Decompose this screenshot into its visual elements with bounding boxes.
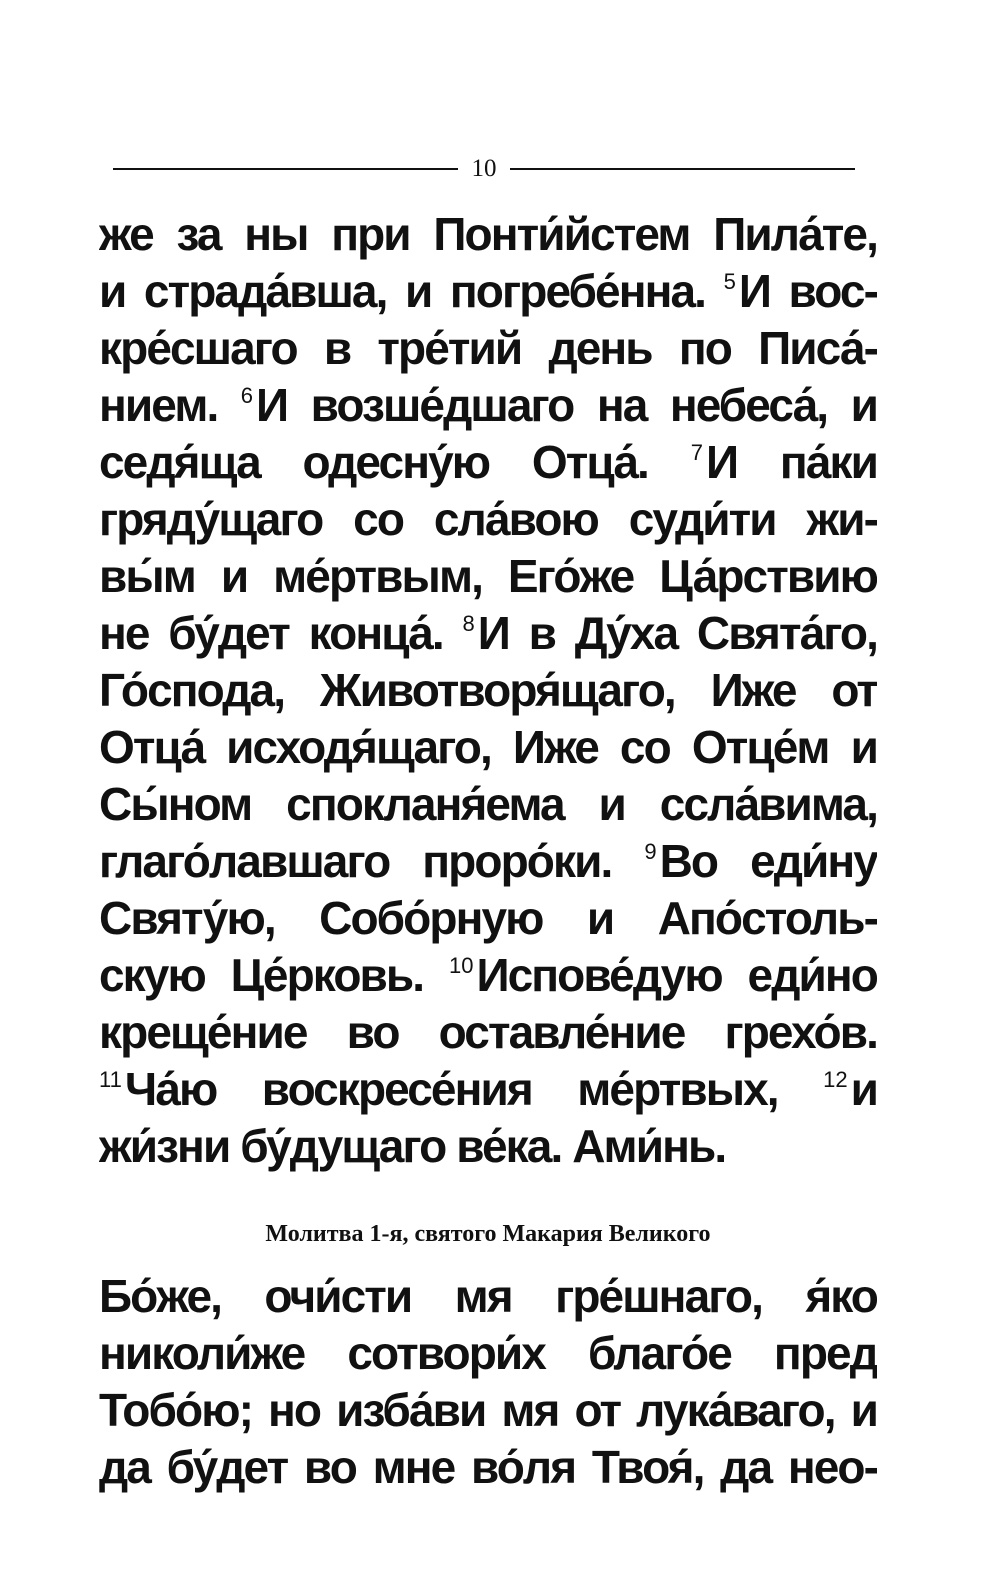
page-number: 10 <box>471 155 497 182</box>
page-header <box>113 154 855 184</box>
line-text: Святу́ю, Собо́рную и Апо́столь- <box>99 892 877 944</box>
text-line <box>99 947 877 1004</box>
line-text: Бо́же, очи́сти мя гре́шнаго, я́ко <box>99 1270 877 1322</box>
prayer-title: Молитва 1-я, святого Макария Великого <box>265 1221 711 1247</box>
line-text: глаго́лавшаго проро́ки. <box>99 835 645 887</box>
text-line <box>99 662 877 719</box>
text-line <box>99 320 877 377</box>
line-text: седя́ща одесну́ю Отца́. <box>99 436 691 488</box>
text-line <box>99 1439 877 1496</box>
header-rule-left <box>113 168 458 170</box>
text-line <box>99 1118 877 1175</box>
line-text: Испове́дую еди́но <box>476 949 877 1001</box>
line-text: и страда́вша, и погребе́нна. <box>99 265 724 317</box>
text-line <box>99 1382 877 1439</box>
line-text: нием. <box>99 379 241 431</box>
line-text: же за ны при Понти́йстем Пила́те, <box>99 208 877 260</box>
verse-number: 6 <box>240 383 254 408</box>
text-line <box>99 377 877 434</box>
line-text: гряду́щаго со сла́вою суди́ти жи- <box>99 493 877 545</box>
line-text: Сы́ном спокланя́ема и ссла́вима, <box>99 778 877 830</box>
text-line <box>99 776 877 833</box>
line-text: жи́зни бу́дущаго ве́ка. Ами́нь. <box>99 1120 726 1172</box>
line-text: да бу́дет во мне во́ля Твоя́, да нео- <box>99 1441 877 1493</box>
prayer-text-block <box>99 1268 877 1496</box>
header-rule-right <box>510 168 855 170</box>
verse-number: 11 <box>99 1067 122 1092</box>
text-line <box>99 548 877 605</box>
line-text: скую Це́рковь. <box>99 949 449 1001</box>
text-line <box>99 1004 877 1061</box>
verse-number: 7 <box>690 440 703 465</box>
line-text: вы́м и ме́ртвым, Его́же Ца́рствию <box>99 550 877 602</box>
creed-text-block <box>99 206 877 1175</box>
text-line <box>99 605 877 662</box>
text-line <box>99 890 877 947</box>
verse-number: 5 <box>723 269 736 294</box>
line-text: креще́ние во оставле́ние грехо́в. <box>99 1006 877 1058</box>
line-text: Во еди́ну <box>659 835 877 887</box>
text-line <box>99 719 877 776</box>
line-text: И па́ки <box>705 436 877 488</box>
text-line <box>99 206 877 263</box>
verse-number: 9 <box>644 839 657 864</box>
line-text: Го́спода, Животворя́щаго, Иже от <box>99 664 877 716</box>
text-line <box>99 1268 877 1325</box>
line-text: николи́же сотвори́х благо́е пред <box>99 1327 877 1379</box>
line-text: Отца́ исходя́щаго, Иже со Отце́м и <box>99 721 877 773</box>
text-line <box>99 263 877 320</box>
line-text: Тобо́ю; но изба́ви мя от лука́ваго, и <box>99 1384 877 1436</box>
verse-number: 10 <box>448 953 474 978</box>
line-text: и <box>850 1063 877 1115</box>
text-line <box>99 491 877 548</box>
text-line <box>99 434 877 491</box>
line-text: И в Ду́ха Свята́го, <box>477 607 877 659</box>
line-text: Ча́ю воскресе́ния ме́ртвых, <box>124 1063 824 1115</box>
line-text: И возше́дшаго на небеса́, и <box>256 379 877 431</box>
verse-number: 8 <box>462 611 475 636</box>
text-line <box>99 1325 877 1382</box>
text-line <box>99 1061 877 1118</box>
line-text: кре́сшаго в тре́тий день по Писа́- <box>99 322 877 374</box>
line-text: И вос- <box>738 265 877 317</box>
verse-number: 12 <box>823 1067 848 1092</box>
text-line <box>99 833 877 890</box>
line-text: не бу́дет конца́. <box>99 607 463 659</box>
